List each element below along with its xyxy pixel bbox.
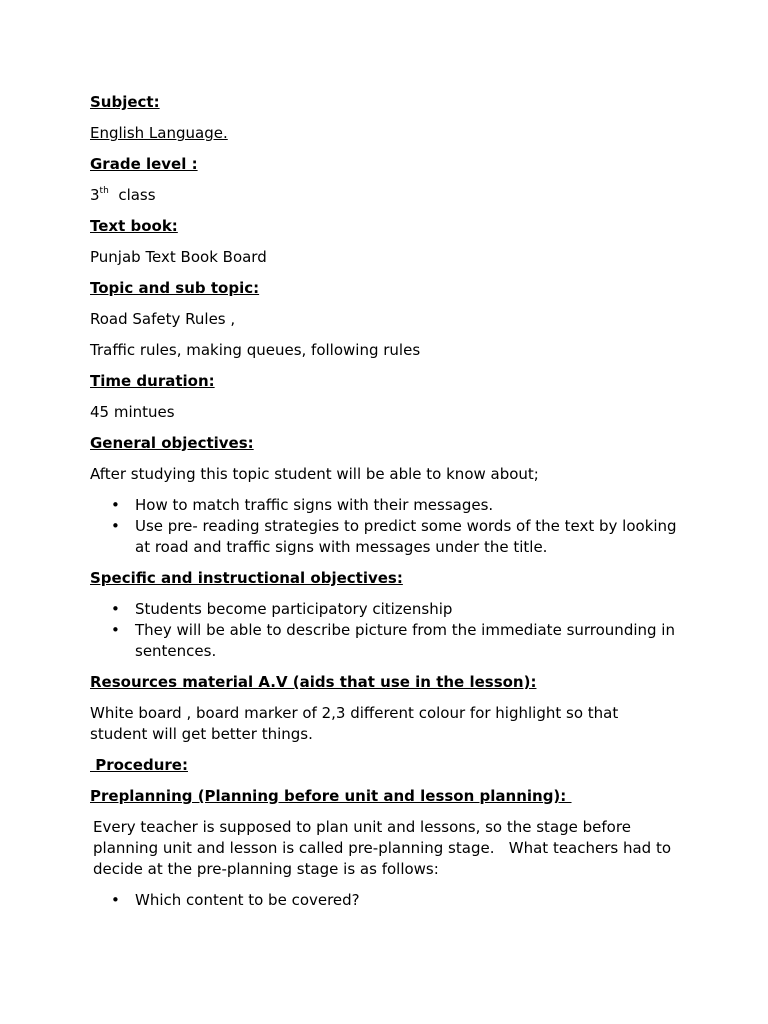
grade-value <box>90 185 680 206</box>
time-value: 45 mintues <box>90 403 175 421</box>
list-item-text: They will be able to describe picture from the immediate surrounding in sentences. <box>135 621 675 660</box>
list-item-text: Students become participatory citizenship <box>135 600 453 618</box>
procedure-heading: Procedure: <box>90 756 188 774</box>
list-item <box>90 495 680 516</box>
topic-line-2: Traffic rules, making queues, following rules <box>90 341 421 359</box>
bullet-icon: • <box>111 600 120 618</box>
list-item-text: Which content to be covered? <box>135 891 360 909</box>
list-item <box>90 599 680 620</box>
grade-suffix: th <box>99 186 109 196</box>
list-item <box>90 516 680 558</box>
list-item-text: How to match traffic signs with their messages. <box>135 496 494 514</box>
bullet-icon: • <box>111 517 120 535</box>
resources-value: White board , board marker of 2,3 different colour for highlight so that student will get better things. <box>90 704 619 743</box>
topic-heading: Topic and sub topic: <box>90 279 260 297</box>
bullet-icon: • <box>111 496 120 514</box>
bullet-icon: • <box>111 621 120 639</box>
preplanning-body: Every teacher is supposed to plan unit and lessons, so the stage before planning unit and lesson is called pre-planning stage. What teachers had to decide at the pre-planning stage is as follows: <box>93 818 676 878</box>
grade-heading: Grade level : <box>90 155 198 173</box>
general-objectives-heading: General objectives: <box>90 434 254 452</box>
list-item <box>90 890 680 911</box>
bullet-icon: • <box>111 891 120 909</box>
preplanning-list <box>90 890 680 911</box>
general-objectives-intro: After studying this topic student will be able to know about; <box>90 465 539 483</box>
list-item-text: Use pre- reading strategies to predict some words of the text by looking at road and traffic signs with messages under the title. <box>135 517 677 556</box>
general-objectives-list <box>90 495 680 558</box>
preplanning-heading: Preplanning (Planning before unit and lesson planning): <box>90 787 572 805</box>
lesson-plan-body <box>90 92 680 921</box>
specific-objectives-list <box>90 599 680 662</box>
grade-number: 3 <box>90 186 100 204</box>
resources-heading: Resources material A.V (aids that use in the lesson): <box>90 673 537 691</box>
specific-objectives-heading: Specific and instructional objectives: <box>90 569 403 587</box>
topic-line-1: Road Safety Rules , <box>90 310 236 328</box>
time-heading: Time duration: <box>90 372 215 390</box>
subject-value: English Language. <box>90 124 228 142</box>
list-item <box>90 620 680 662</box>
textbook-heading: Text book: <box>90 217 178 235</box>
textbook-value: Punjab Text Book Board <box>90 248 267 266</box>
grade-word: class <box>118 186 156 204</box>
subject-heading: Subject: <box>90 93 160 111</box>
